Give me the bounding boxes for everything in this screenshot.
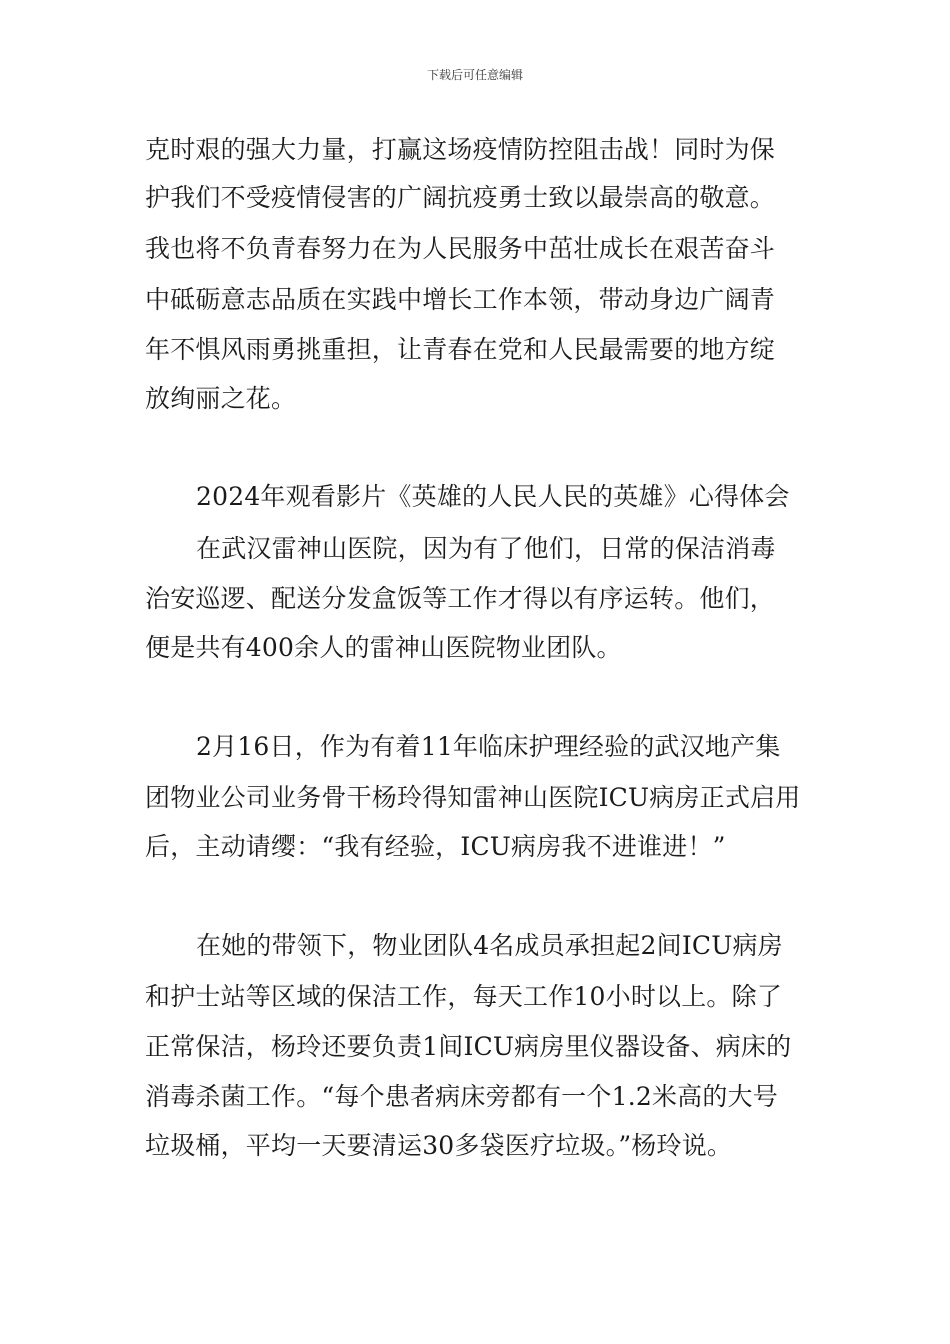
text-line: 2月16日，作为有着11年临床护理经验的武汉地产集: [196, 732, 781, 761]
text-line: 护我们不受疫情侵害的广阔抗疫勇士致以最崇高的敬意。: [145, 183, 776, 212]
text-line: 和护士站等区域的保洁工作，每天工作10小时以上。除了: [145, 982, 783, 1011]
text-line: 便是共有400余人的雷神山医院物业团队。: [145, 633, 622, 662]
text-line: 在她的带领下，物业团队4名成员承担起2间ICU病房: [196, 931, 783, 960]
text-line: 年不惧风雨勇挑重担，让青春在党和人民最需要的地方绽: [145, 335, 776, 364]
text-line: 消毒杀菌工作。“每个患者病床旁都有一个1.2米高的大号: [145, 1082, 778, 1111]
text-line: 放绚丽之花。: [145, 384, 297, 413]
page-header: 下载后可任意编辑: [426, 68, 523, 82]
text-line: 在武汉雷神山医院，因为有了他们，日常的保洁消毒: [196, 534, 776, 563]
text-line: 正常保洁，杨玲还要负责1间ICU病房里仪器设备、病床的: [145, 1032, 792, 1061]
text-line: 垃圾桶，平均一天要清运30多袋医疗垃圾。”杨玲说。: [145, 1131, 733, 1160]
text-line: 我也将不负青春努力在为人民服务中茁壮成长在艰苦奋斗: [145, 234, 776, 263]
text-line: 团物业公司业务骨干杨玲得知雷神山医院ICU病房正式启用: [145, 783, 801, 812]
text-line: 克时艰的强大力量，打赢这场疫情防控阻击战！同时为保: [145, 135, 776, 164]
text-line: 治安巡逻、配送分发盒饭等工作才得以有序运转。他们，: [145, 584, 776, 613]
text-line: 中砥砺意志品质在实践中增长工作本领，带动身边广阔青: [145, 285, 776, 314]
section-title: 2024年观看影片《英雄的人民人民的英雄》心得体会: [196, 482, 790, 511]
text-line: 后，主动请缨：“我有经验，ICU病房我不进谁进！”: [145, 832, 726, 861]
